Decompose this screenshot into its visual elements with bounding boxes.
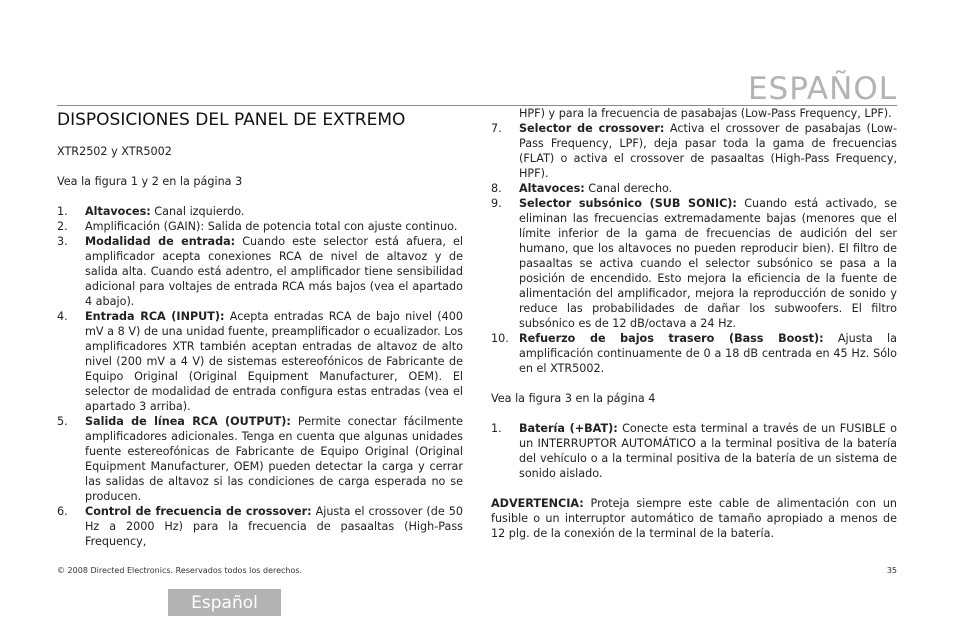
item-label: Control de frecuencia de crossover: bbox=[85, 505, 312, 518]
item-number: 5. bbox=[57, 415, 68, 428]
item-number: 7. bbox=[491, 122, 502, 135]
left-item-list bbox=[57, 204, 463, 549]
right-column bbox=[491, 106, 897, 541]
models-line: XTR2502 y XTR5002 bbox=[57, 145, 172, 158]
list-item bbox=[491, 181, 897, 196]
item-label: Entrada RCA (INPUT): bbox=[85, 310, 225, 323]
list-item bbox=[57, 219, 463, 234]
list-item bbox=[57, 309, 463, 414]
list-item bbox=[57, 204, 463, 219]
item-label: Altavoces: bbox=[519, 182, 585, 195]
item-text: Canal izquierdo. bbox=[150, 205, 245, 218]
list-item-continuation bbox=[491, 106, 897, 121]
list-item bbox=[491, 331, 897, 376]
copyright-notice: © 2008 Directed Electronics. Reservados todos los derechos. bbox=[57, 566, 303, 575]
list-item bbox=[57, 414, 463, 504]
left-column bbox=[57, 106, 463, 549]
section-title: DISPOSICIONES DEL PANEL DE EXTREMO bbox=[57, 110, 406, 130]
item-number: 1. bbox=[491, 422, 502, 435]
item-text: Ajusta la amplificación continuamente de 0 a 18 dB centrada en 45 Hz. Sólo en el XTR5002. bbox=[519, 332, 898, 375]
item-text: Activa el crossover de pasabajas (Low-Pass Frequency, LPF), deja pasar toda la gama de frecuencias (FLAT) o activa el crossover de pasaaltas (High-Pass Frequency, HPF). bbox=[519, 122, 897, 180]
item-number: 2. bbox=[57, 220, 68, 233]
item-label: Selector de crossover: bbox=[519, 122, 665, 135]
item-label: Batería (+BAT): bbox=[519, 422, 618, 435]
item-text: Acepta entradas RCA de bajo nivel (400 mV a 8 V) de una unidad fuente, preamplificador o ecualizador. Los amplificadores XTR también aceptan entradas de altavoz de alto nivel (200 mV a 4 V) de sistemas estereofónicos de Fabricante de Equipo Original (Original Equipment Manufacturer, OEM). El selector de modalidad de entrada configura estas entradas (vea el apartado 3 arriba). bbox=[85, 310, 463, 413]
warning-label: ADVERTENCIA: bbox=[491, 497, 584, 510]
item-label: Altavoces: bbox=[85, 205, 151, 218]
warning-paragraph bbox=[491, 496, 897, 541]
right-item-list bbox=[491, 106, 897, 376]
item-number: 1. bbox=[57, 205, 68, 218]
item-text: Amplificación (GAIN): Salida de potencia total con ajuste continuo. bbox=[85, 220, 458, 233]
item-number: 3. bbox=[57, 235, 68, 248]
item-number: 6. bbox=[57, 505, 68, 518]
list-item bbox=[491, 121, 897, 181]
item-number: 10. bbox=[491, 332, 509, 345]
item-label: Salida de línea RCA (OUTPUT): bbox=[85, 415, 291, 428]
figure-reference: Vea la figura 1 y 2 en la página 3 bbox=[57, 175, 243, 188]
list-item bbox=[491, 421, 897, 481]
item-number: 4. bbox=[57, 310, 68, 323]
item-text: Canal derecho. bbox=[584, 182, 673, 195]
figure-reference: Vea la figura 3 en la página 4 bbox=[491, 392, 656, 405]
item-number: 9. bbox=[491, 197, 502, 210]
item-text: Conecte esta terminal a través de un FUSIBLE o un INTERRUPTOR AUTOMÁTICO a la terminal positiva de la batería del vehículo o a la terminal positiva de la batería de un sistema de sonido aislado. bbox=[519, 422, 897, 480]
language-header: ESPAÑOL bbox=[747, 71, 897, 107]
language-tab: Español bbox=[168, 589, 281, 616]
list-item bbox=[57, 504, 463, 549]
item-text: HPF) y para la frecuencia de pasabajas (Low-Pass Frequency, LPF). bbox=[519, 107, 892, 120]
battery-item-list bbox=[491, 421, 897, 481]
item-text: Permite conectar fácilmente amplificadores adicionales. Tenga en cuenta que algunas unidades fuente estereofónicas de Fabricante de Equipo Original (Original Equipment Manufacturer, OEM) pueden detectar la carga y cerrar las salidas de altavoz si las condiciones de carga esperada no se producen. bbox=[85, 415, 464, 503]
item-label: Selector subsónico (SUB SONIC): bbox=[519, 197, 737, 210]
item-number: 8. bbox=[491, 182, 502, 195]
item-text: Ajusta el crossover (de 50 Hz a 2000 Hz) para la frecuencia de pasaaltas (High-Pass Frequency, bbox=[85, 505, 463, 548]
page-number: 35 bbox=[886, 566, 897, 575]
list-item bbox=[57, 234, 463, 309]
item-text: Cuando este selector está afuera, el amplificador acepta conexiones RCA de nivel de altavoz y de salida alta. Cuando está adentro, el amplificador tiene sensibilidad adicional para voltajes de entrada RCA más bajos (vea el apartado 4 abajo). bbox=[85, 235, 463, 308]
item-text: Cuando está activado, se eliminan las frecuencias extremadamente bajas (menores que el límite inferior de la gama de frecuencias de audición del ser humano, que los altavoces no pueden reproducir bien). El filtro de pasaaltas se activa cuando el selector subsónico se pasa a la posición de encendido. Esto mejora la eficiencia de la fuente de alimentación del amplificador, mejora la reproducción de sonido y reduce las probabilidades de dañar los subwoofers. El filtro subsónico es de 12 dB/octava a 24 Hz. bbox=[519, 197, 897, 330]
list-item bbox=[491, 196, 897, 331]
warning-text: Proteja siempre este cable de alimentación con un fusible o un interruptor automático de tamaño apropiado a menos de 12 plg. de la conexión de la terminal de la batería. bbox=[491, 497, 897, 540]
item-label: Modalidad de entrada: bbox=[85, 235, 236, 248]
item-label: Refuerzo de bajos trasero (Bass Boost): bbox=[519, 332, 824, 345]
